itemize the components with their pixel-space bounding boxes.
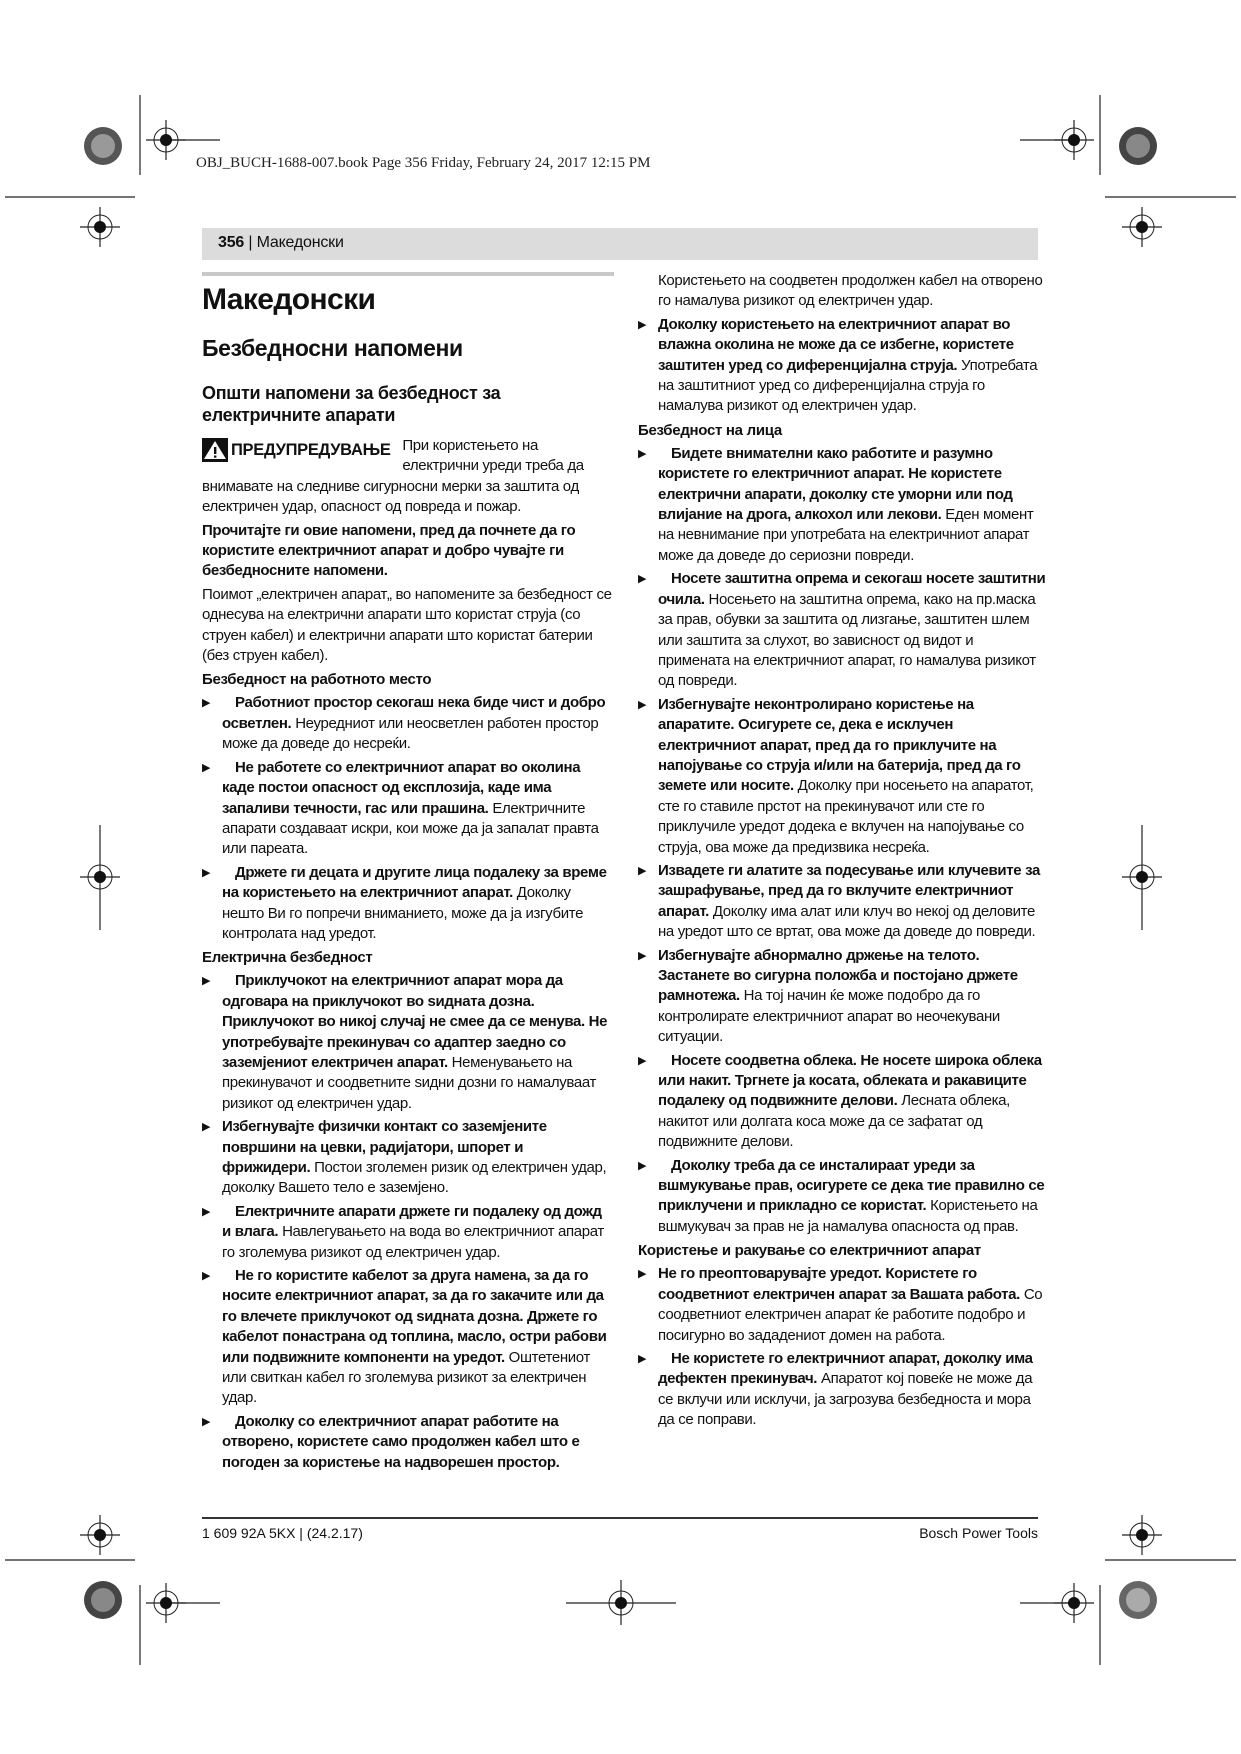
page-number: 356: [218, 234, 245, 251]
list-item: ▶ Не го користите кабелот за друга намена, за да го носите електричниот апарат, за да го закачите или да го влечете приклучокот од ѕидната дозна. Држете го кабелот понастрана од топлина, масло, остри рабови или подвижните компоненти на уредот. Оштетениот или свиткан кабел го зголемува ризикот за електричен удар.: [202, 1267, 607, 1407]
bullet-arrow-icon: ▶: [638, 573, 647, 586]
bullet-arrow-icon: ▶: [202, 1205, 211, 1218]
bullet-arrow-icon: ▶: [202, 697, 211, 710]
bullet-arrow-icon: ▶: [202, 1270, 211, 1283]
list-item: ▶ Доколку со електричниот апарат работите на отворено, користете само продолжен кабел што е погоден за користење на надворешен простор.: [202, 1412, 580, 1471]
title-rule: [202, 272, 614, 276]
bullet-arrow-icon: ▶: [202, 866, 211, 879]
workplace-heading: Безбедност на работното место: [202, 671, 432, 689]
handling-heading: Користење и ракување со електричниот апарат: [638, 1242, 981, 1260]
list-item: ▶ Приклучокот на електричниот апарат мора да одговара на приклучокот во ѕидната дозна. Приклучокот во никој случај не смее да се менува. Не употребувајте прекинувач со адаптер заедно со заземјениот електричен апарат. Неменувањето на прекинувачот и соодветните ѕидни дозни го намалуваат ризикот од електричен удар.: [202, 972, 608, 1112]
bullet-arrow-icon: ▶: [638, 864, 647, 877]
bullet-arrow-icon: ▶: [638, 698, 647, 711]
footer-brand: Bosch Power Tools: [919, 1525, 1038, 1541]
list-item: ▶ Доколку треба да се инсталираат уреди за вшмукување прав, осигурете се дека тие правилно се приклучени и прикладно се користат. Користењето на вшмукувач за прав не ја намалува опасноста од прав.: [638, 1156, 1045, 1235]
list-item: ▶ Не работете со електричниот апарат во околина каде постои опасност од експлозија, каде има запаливи течности, гас или прашина. Електричните апарати создаваат искри, кои може да ја запалат правта или пареата.: [202, 758, 599, 858]
right-column: [638, 271, 1048, 1434]
list-item: ▶ Не го преоптоварувајте уредот. Користете го соодветниот електричен апарат за Вашата работа. Со соодветниот електричен апарат ќе работите подобро и посигурно во зададениот домен на работа.: [638, 1265, 1043, 1344]
list-item: ▶ Носете заштитна опрема и секогаш носете заштитни очила. Носењето на заштитна опрема, како на пр.маска за прав, обувки за заштита од лизгање, заштитен шлем или заштита за слухот, во зависност од видот и примената на електричниот апарат, го намалува ризикот од повреди.: [638, 570, 1046, 690]
header-section: Македонски: [256, 234, 344, 251]
bullet-arrow-icon: ▶: [638, 1159, 647, 1172]
general-heading: Општи напомени за безбедност за електричните апарати: [202, 383, 501, 425]
list-item: ▶ Избегнувајте физички контакт со заземјените површини на цевки, радијатори, шпорет и фрижидери. Постои зголемен ризик од електричен удар, доколку Вашето тело е заземјено.: [202, 1118, 607, 1197]
page-footer: [202, 1517, 1038, 1541]
bullet-arrow-icon: ▶: [638, 447, 647, 460]
bullet-arrow-icon: ▶: [202, 1121, 211, 1134]
warning-label: ПРЕДУПРЕДУВАЊЕ: [231, 440, 391, 459]
read-notes: Прочитајте ги овие напомени, пред да почнете да го користите електричниот апарат и добро чувајте ги безбедносните напомени.: [202, 521, 576, 580]
bullet-arrow-icon: ▶: [638, 1268, 647, 1281]
list-item: ▶ Доколку користењето на електричниот апарат во влажна околина не може да се избегне, користете заштитен уред со диференцијална струја. Употребата на заштитниот уред со диференцијална струја го намалува ризикот од електричен удар.: [638, 315, 1038, 415]
bullet-arrow-icon: ▶: [638, 318, 647, 331]
list-item: ▶ Држете ги децата и другите лица подалеку за време на користењето на електричниот апарат. Доколку нешто Ви го попречи вниманието, може да ја изгубите контролата над уредот.: [202, 863, 607, 942]
bullet-arrow-icon: ▶: [638, 1352, 647, 1365]
warning-block: [202, 438, 614, 518]
warning-text-inline: При користењето на електрични уреди треба да: [402, 437, 584, 475]
personal-heading: Безбедност на лица: [638, 421, 782, 439]
header-separator: |: [244, 234, 257, 251]
list-item: ▶ Електричните апарати држете ги подалеку од дожд и влага. Навлегувањето на вода во електричниот апарат го зголемува ризикот од електричен удар.: [202, 1202, 604, 1261]
page-header-bar: [202, 228, 1038, 260]
list-item: ▶ Носете соодветна облека. Не носете широка облека или накит. Тргнете ја косата, облеката и ракавиците подалеку од подвижните делови. Лесната облека, накитот или долгата коса може да се зафатат од подвижните делови.: [638, 1051, 1042, 1151]
continued-text: Користењето на соодветен продолжен кабел на отворено го намалува ризикот од електричен удар.: [658, 272, 1043, 310]
bullet-arrow-icon: ▶: [638, 949, 647, 962]
page-title: Македонски: [202, 283, 376, 316]
bullet-arrow-icon: ▶: [202, 761, 211, 774]
list-item: ▶ Извадете ги алатите за подесување или клучевите за зашрафување, пред да го вклучите електричниот апарат. Доколку има алат или клуч во некој од деловите на уредот што се вртат, ова може да доведе до повреди.: [638, 861, 1040, 941]
warning-icon: [202, 438, 228, 462]
electrical-heading: Електрична безбедност: [202, 949, 373, 967]
list-item: ▶ Не користете го електричниот апарат, доколку има дефектен прекинувач. Апаратот кој повеќе не може да се вклучи или исклучи, ја загрозува безбедноста и мора да се поправи.: [638, 1349, 1033, 1429]
bullet-arrow-icon: ▶: [638, 1054, 647, 1067]
bullet-arrow-icon: ▶: [202, 1415, 211, 1428]
footer-doc-number: 1 609 92A 5KX | (24.2.17): [202, 1525, 363, 1541]
list-item: ▶ Работниот простор секогаш нека биде чист и добро осветлен. Неуредниот или неосветлен работен простор може да доведе до несреќи.: [202, 694, 606, 753]
left-column: [202, 272, 614, 1476]
list-item: ▶ Бидете внимателни како работите и разумно користете го електричниот апарат. Не користете електрични апарати, доколку сте уморни или под влијание на дрога, алкохол или лекови. Еден момент на невнимание при употребата на електричниот апарат може да доведе до сериозни повреди.: [638, 444, 1034, 564]
term-note: Поимот „електричен апарат„ во напомените за безбедност се однесува на електрични апарати што користат струја (со струен кабел) и електрични апарати што користат батерии (без струен кабел).: [202, 585, 612, 665]
list-item: ▶ Избегнувајте абнормално држење на телото. Застанете во сигурна положба и постојано држете рамнотежа. На тој начин ќе може подобро да го контролирате електричниот апарат во неочекувани ситуации.: [638, 946, 1018, 1046]
print-slug: OBJ_BUCH-1688-007.book Page 356 Friday, February 24, 2017 12:15 PM: [196, 155, 651, 171]
bullet-arrow-icon: ▶: [202, 975, 211, 988]
list-item: ▶ Избегнувајте неконтролирано користење на апаратите. Осигурете се, дека е исклучен електричниот апарат, пред да го приклучите на напојување со струја и/или на батерија, пред да го земете или носите. Доколку при носењето на апаратот, сте го ставиле прстот на прекинувачот или сте го приклучиле уредот додека е вклучен на напојување со струја, ова може да предизвика несреќа.: [638, 695, 1034, 856]
warning-text: внимавате на следниве сигурносни мерки за заштита од електричен удар, опасност од повреда и пожар.: [202, 477, 579, 516]
section-title: Безбедносни напомени: [202, 335, 463, 361]
